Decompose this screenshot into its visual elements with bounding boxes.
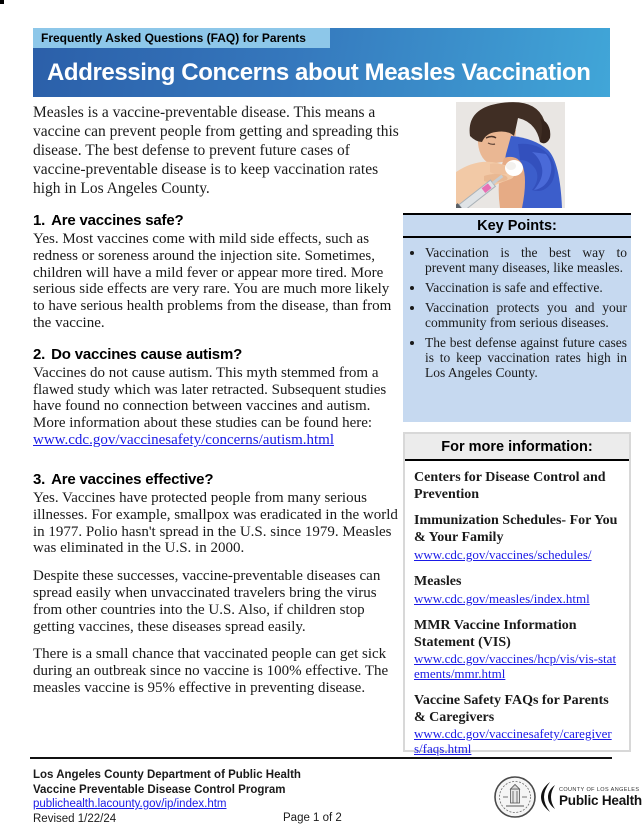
logo-public-health-text: Public Health bbox=[559, 792, 642, 808]
key-point: • The best defense against future cases is to keep vaccination rates high in Los Angeles County. bbox=[425, 335, 627, 380]
question-1-title: Are vaccines safe? bbox=[51, 212, 184, 229]
key-point: • Vaccination is safe and effective. bbox=[425, 280, 627, 295]
header-banner bbox=[33, 28, 610, 97]
scan-corner-artifact bbox=[0, 0, 4, 4]
question-3-title: Are vaccines effective? bbox=[51, 470, 214, 488]
footer-revised-date: Revised 1/22/24 bbox=[33, 812, 117, 825]
key-points-box bbox=[403, 213, 631, 422]
footer-program-link[interactable]: publichealth.lacounty.gov/ip/index.htm bbox=[33, 798, 227, 810]
vaccination-photo bbox=[456, 102, 565, 208]
more-info-item-heading: Centers for Disease Control and Prevention bbox=[414, 470, 606, 502]
question-2-number: 2. bbox=[33, 345, 46, 363]
question-3-number: 3. bbox=[33, 470, 46, 488]
header-eyebrow: Frequently Asked Questions (FAQ) for Parents bbox=[33, 28, 330, 48]
public-health-logo bbox=[540, 781, 642, 813]
key-points-list bbox=[403, 245, 627, 380]
logo-county-text: COUNTY OF LOS ANGELES bbox=[559, 786, 640, 793]
more-info-item-heading: Vaccine Safety FAQs for Parents & Caregivers bbox=[414, 693, 609, 725]
public-health-brace-icon bbox=[540, 781, 556, 813]
cdc-schedules-link[interactable]: www.cdc.gov/vaccines/schedules/ bbox=[414, 547, 592, 562]
autism-study-link[interactable]: www.cdc.gov/vaccinesafety/concerns/autism.html bbox=[33, 431, 335, 448]
footer-org-line2: Vaccine Preventable Disease Control Program bbox=[33, 783, 286, 796]
question-1-answer bbox=[33, 231, 399, 332]
question-3-answer bbox=[33, 490, 399, 697]
question-2-heading bbox=[33, 346, 399, 363]
key-point: • Vaccination protects you and your community from serious diseases. bbox=[425, 300, 627, 330]
key-point: • Vaccination is the best way to prevent many diseases, like measles. bbox=[425, 245, 627, 275]
page-title: Addressing Concerns about Measles Vaccination bbox=[47, 58, 591, 86]
answer-paragraph: Yes. Vaccines have protected people from many serious illnesses. For example, smallpox was eradicated in the world in 1977. Polio hasn't spread in the U.S. since 1979. Measles was eliminated in the U.S. in 2000. bbox=[33, 489, 398, 557]
intro-paragraph: Measles is a vaccine-preventable disease. This means a vaccine can prevent people from getting and spreading this disease. The best defense to prevent future cases of vaccine-preventable disease is to keep vaccination rates high in Los Angeles County. bbox=[33, 104, 399, 197]
more-info-item-heading: Immunization Schedules- For You & Your Family bbox=[414, 513, 618, 545]
answer-paragraph: There is a small chance that vaccinated people can get sick during an outbreak since no vaccine is 100% effective. The measles vaccine is 95% effective in preventing disease. bbox=[33, 646, 389, 696]
more-info-item bbox=[414, 573, 620, 608]
more-info-box bbox=[403, 432, 631, 756]
more-info-item-heading: Measles bbox=[414, 574, 462, 589]
key-points-title: Key Points: bbox=[403, 215, 631, 238]
cdc-measles-link[interactable]: www.cdc.gov/measles/index.html bbox=[414, 591, 590, 606]
question-2-title: Do vaccines cause autism? bbox=[51, 345, 243, 363]
more-info-item bbox=[414, 692, 620, 758]
more-info-item-heading: MMR Vaccine Information Statement (VIS) bbox=[414, 618, 577, 650]
main-content bbox=[33, 103, 399, 697]
footer-info bbox=[33, 768, 301, 826]
la-county-seal-icon bbox=[494, 776, 536, 818]
more-info-item bbox=[414, 512, 620, 564]
footer-divider bbox=[30, 757, 612, 759]
cdc-vaccine-safety-faq-link[interactable]: www.cdc.gov/vaccinesafety/caregivers/faqs.html bbox=[414, 726, 612, 756]
answer-paragraph: Despite these successes, vaccine-preventable diseases can spread easily when unvaccinated travelers bring the virus from other countries into the U.S. Also, if children stop getting vaccines, these diseases spread easily. bbox=[33, 568, 381, 635]
more-info-title: For more information: bbox=[405, 434, 629, 461]
cdc-mmr-vis-link[interactable]: www.cdc.gov/vaccines/hcp/vis/vis-statements/mmr.html bbox=[414, 651, 617, 681]
footer-org-line1: Los Angeles County Department of Public Health bbox=[33, 769, 301, 781]
question-1-number: 1. bbox=[33, 212, 46, 229]
vaccination-photo-illustration bbox=[456, 102, 565, 208]
more-info-body bbox=[405, 461, 629, 758]
more-info-item bbox=[414, 469, 620, 503]
public-health-logo-text bbox=[559, 787, 642, 808]
page-number: Page 1 of 2 bbox=[283, 812, 342, 824]
question-3-heading bbox=[33, 471, 399, 488]
question-1-heading bbox=[33, 212, 399, 229]
question-2-answer bbox=[33, 365, 399, 449]
more-info-item bbox=[414, 617, 620, 683]
answer-paragraph: Yes. Most vaccines come with mild side effects, such as redness or soreness around the injection site. Sometimes, children will have a mild fever or appear more tired. More serious side effects are very rare. You are much more likely to have serious health problems from the disease, than from the vaccine. bbox=[33, 231, 392, 331]
answer-paragraph: Vaccines do not cause autism. This myth stemmed from a flawed study which was later retracted. Subsequent studies have found no connection between vaccines and autism. More information about these studies can be found here: www.cdc.gov/vaccinesafety/concerns/autism.html bbox=[33, 364, 387, 448]
